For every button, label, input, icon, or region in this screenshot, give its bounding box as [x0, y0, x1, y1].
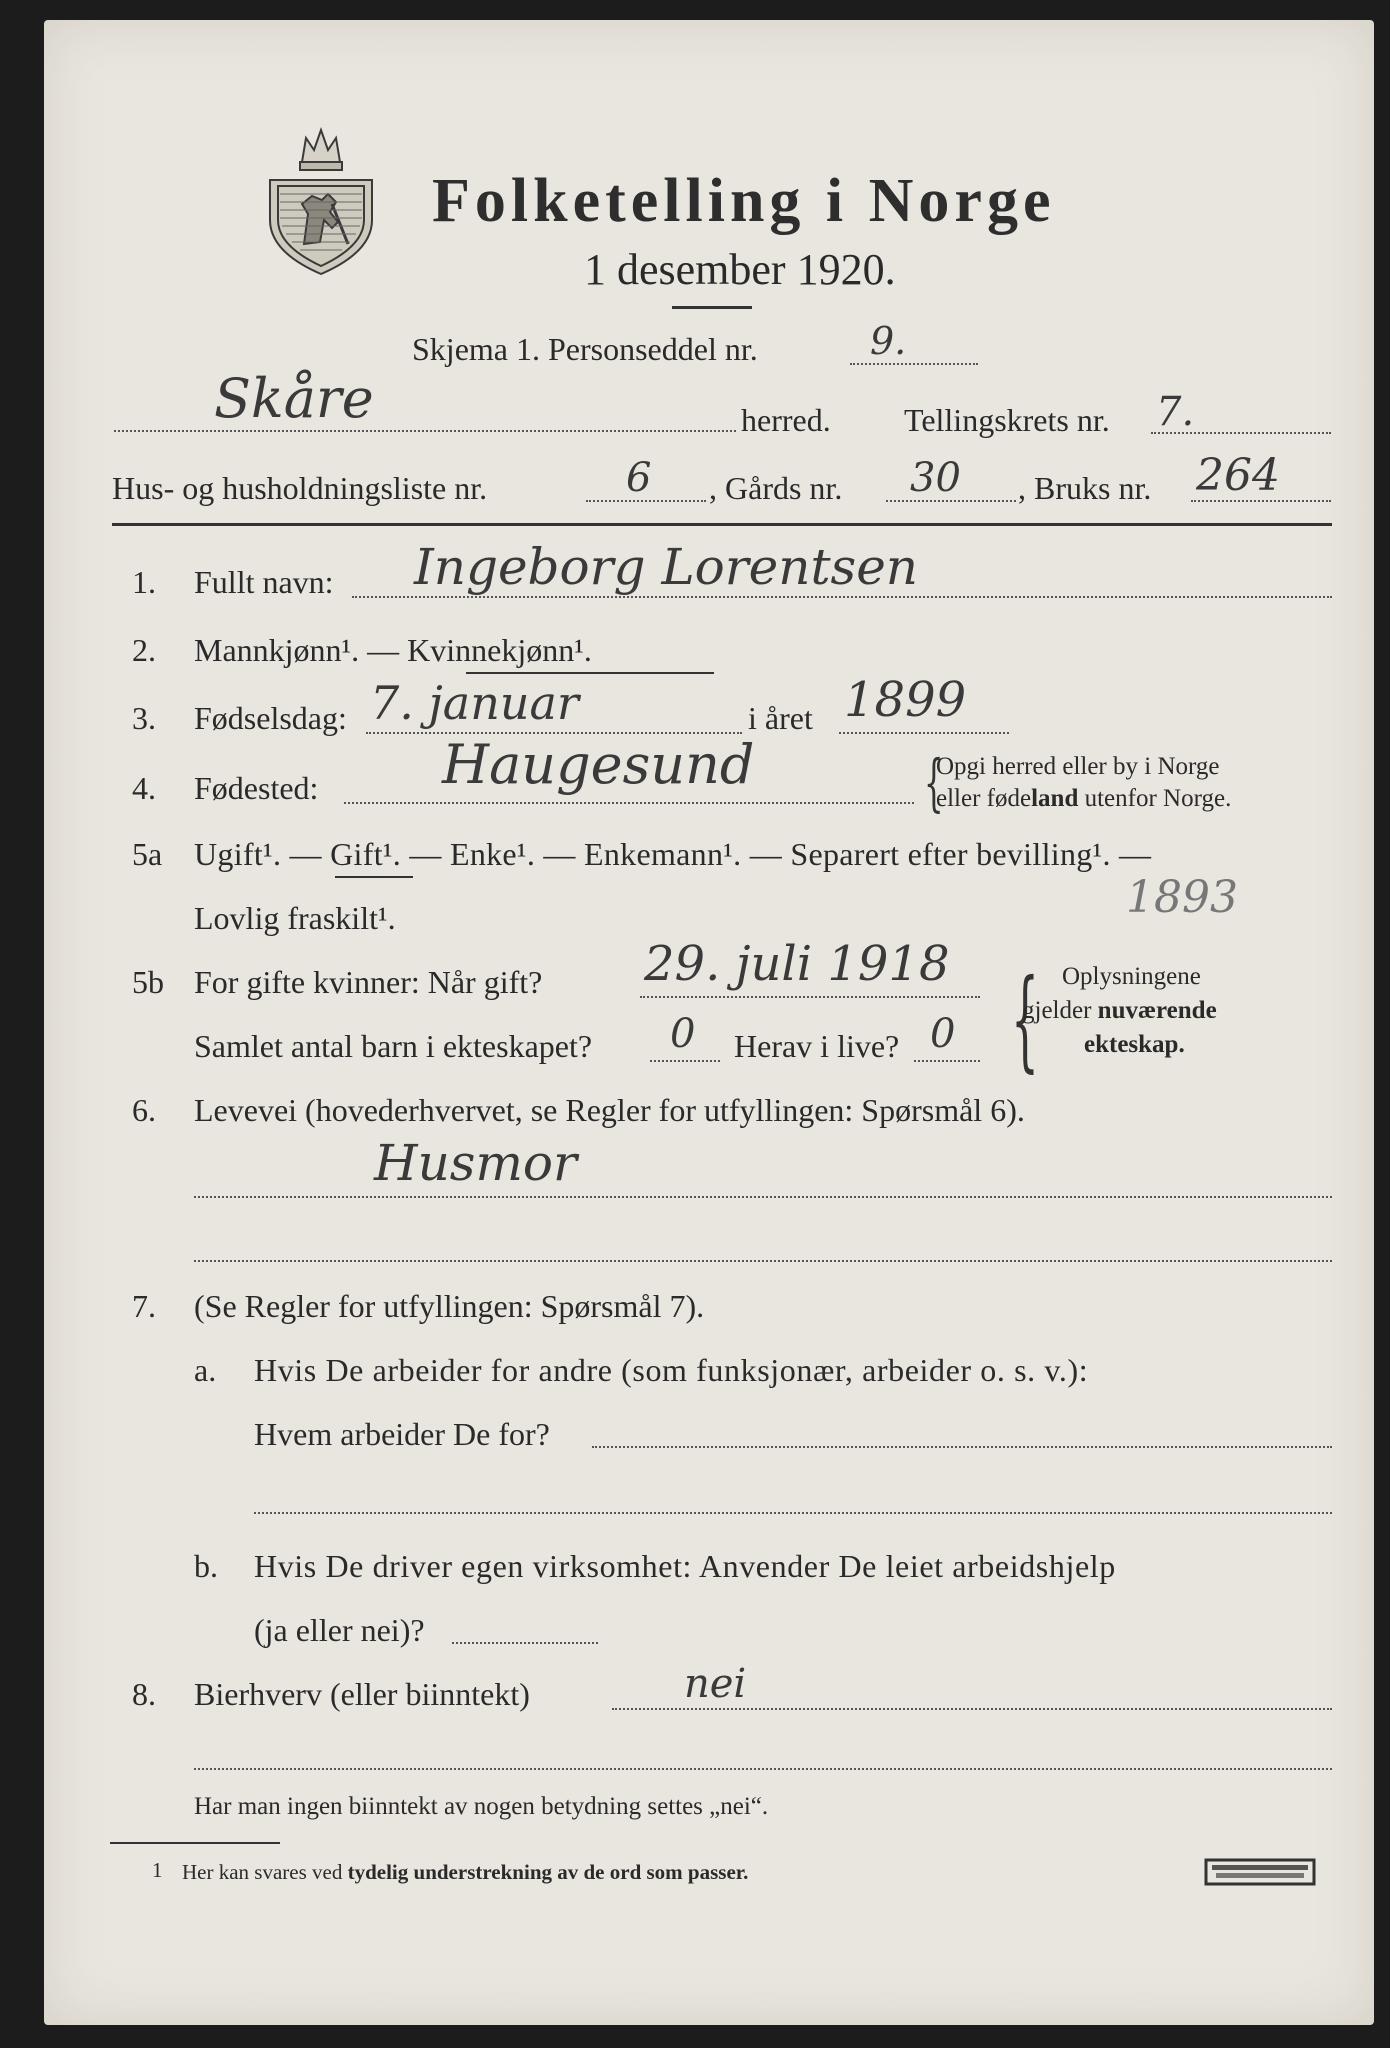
footnote-text [182, 1862, 748, 1883]
q4-birthplace: Haugesund [442, 733, 755, 796]
q7a-line2: Hvem arbeider De for? [254, 1416, 550, 1452]
q3-label: Fødselsdag: [194, 700, 347, 736]
q3-birth-year: 1899 [844, 672, 967, 728]
schema-label: Skjema 1. Personseddel nr. [412, 331, 758, 367]
q8-label: Bierhverv (eller biinntekt) [194, 1676, 530, 1712]
q5b-alive-label: Herav i live? [734, 1028, 900, 1064]
form-title: Folketelling i Norge [432, 167, 1056, 235]
q2-kvinnekjonn-underline [466, 672, 714, 674]
q4-note-brace: { [923, 746, 944, 819]
q5b-children-value: 0 [670, 1011, 696, 1057]
hus-number: 6 [626, 455, 652, 501]
q5b-note-line1: Oplysningene [1062, 963, 1201, 990]
q7-label: (Se Regler for utfyllingen: Spørsmål 7). [194, 1288, 705, 1324]
q8-answer: nei [684, 1661, 747, 1707]
q4-note-line2-bold: land [1031, 785, 1079, 812]
q7-number: 7. [132, 1288, 156, 1324]
q5b-children-line [650, 1060, 720, 1062]
q5b-marriage-date: 29. juli 1918 [644, 936, 950, 992]
q1-number: 1. [132, 564, 156, 600]
q7a-letter: a. [194, 1352, 217, 1388]
q7b-line1: Hvis De driver egen virksomhet: Anvender De leiet arbeidshjelp [254, 1548, 1116, 1584]
q8-note: Har man ingen biinntekt av nogen betydning settes „nei“. [194, 1793, 769, 1820]
q5b-label: For gifte kvinner: Når gift? [194, 964, 543, 1000]
tellingskrets-number: 7. [1156, 389, 1195, 435]
q4-note-line2 [936, 786, 1231, 811]
q5b-note-line3: ekteskap. [1084, 1031, 1185, 1058]
q1-full-name: Ingeborg Lorentsen [414, 538, 919, 596]
q5b-note-brace: { [1011, 955, 1039, 1083]
q3-year-label: i året [748, 700, 813, 736]
q1-label: Fullt navn: [194, 564, 334, 600]
q8-number: 8. [132, 1676, 156, 1712]
q8-answer-line [612, 1708, 1332, 1710]
q2-label: Mannkjønn¹. — Kvinnekjønn¹. [194, 632, 592, 668]
census-date: 1 desember 1920. [584, 245, 896, 294]
bruks-label: , Bruks nr. [1018, 470, 1152, 506]
q5b-number: 5b [132, 964, 164, 1000]
herred-name: Skåre [214, 367, 374, 430]
q4-label: Fødested: [194, 770, 319, 806]
q3-birth-date: 7. januar [370, 676, 579, 730]
q5a-gift-underline [335, 876, 413, 878]
q4-note-line1: Opgi herred eller by i Norge [936, 753, 1220, 780]
q5a-line1: Ugift¹. — Gift¹. — Enke¹. — Enkemann¹. — Separert efter bevilling¹. — [194, 836, 1152, 872]
q2-number: 2. [132, 632, 156, 668]
footnote-divider [110, 1842, 280, 1844]
herred-line [114, 430, 736, 432]
q7a-answer-line [592, 1446, 1332, 1448]
q7b-answer-line [452, 1642, 598, 1644]
hus-label: Hus- og husholdningsliste nr. [112, 470, 488, 506]
personseddel-number: 9. [870, 319, 907, 363]
q5b-note-line2-a: gjelder [1022, 997, 1098, 1024]
q4-line [344, 802, 914, 804]
q7b-letter: b. [194, 1548, 218, 1584]
q5a-number: 5a [132, 836, 163, 872]
footnote-text-regular: Her kan svares ved [182, 1860, 348, 1884]
q4-number: 4. [132, 770, 156, 806]
q6-line1 [194, 1196, 1332, 1198]
q5b-note-line2-bold: nuværende [1097, 997, 1217, 1024]
q4-note-line2-c: utenfor Norge. [1078, 785, 1232, 812]
q5b-alive-value: 0 [930, 1011, 956, 1057]
personseddel-line [850, 363, 978, 365]
footnote-text-bold: tydelig understrekning av de ord som passer. [347, 1860, 749, 1884]
q7a-line1: Hvis De arbeider for andre (som funksjonær, arbeider o. s. v.): [254, 1352, 1089, 1388]
herred-label: herred. [741, 402, 831, 438]
q7b-line2: (ja eller nei)? [254, 1612, 425, 1648]
census-form-page [44, 20, 1374, 2025]
q6-label: Levevei (hovederhvervet, se Regler for utfyllingen: Spørsmål 6). [194, 1092, 1025, 1128]
q5a-margin-note: 1893 [1126, 872, 1238, 923]
q3-number: 3. [132, 700, 156, 736]
q6-occupation: Husmor [374, 1134, 577, 1192]
gaards-number: 30 [910, 455, 961, 501]
tellingskrets-label: Tellingskrets nr. [904, 402, 1110, 438]
q5b-children-label: Samlet antal barn i ekteskapet? [194, 1028, 593, 1064]
q5b-note-line2 [1022, 998, 1217, 1023]
q1-line [352, 596, 1332, 598]
bruks-number: 264 [1196, 450, 1280, 501]
q6-line2 [194, 1260, 1332, 1262]
q7a-answer-line2 [254, 1512, 1332, 1514]
q5b-date-line [640, 996, 980, 998]
footnote-marker: 1 [152, 1858, 163, 1882]
printer-stamp [1204, 1858, 1316, 1886]
q8-answer-line2 [194, 1768, 1332, 1770]
q4-note-line2-a: eller føde [936, 785, 1032, 812]
q5a-line2: Lovlig fraskilt¹. [194, 900, 396, 936]
gaards-label: , Gårds nr. [709, 470, 843, 506]
q3-year-line [839, 732, 1009, 734]
title-divider [672, 306, 752, 309]
coat-of-arms-emblem [262, 124, 380, 276]
section-divider [112, 523, 1332, 526]
q6-number: 6. [132, 1092, 156, 1128]
q5b-alive-line [914, 1060, 980, 1062]
